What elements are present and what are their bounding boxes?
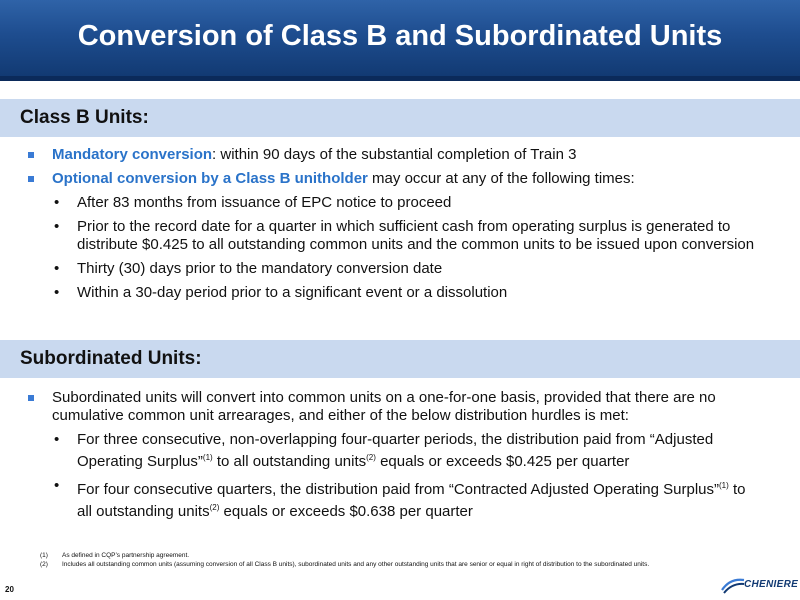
page-number: 20 [5, 585, 14, 594]
class-b-section-header [0, 99, 800, 137]
footnotes [40, 551, 740, 569]
cheniere-logo [720, 576, 798, 596]
subordinated-section-header [0, 340, 800, 378]
list-item-text: : within 90 days of the substantial completion of Train 3 [212, 146, 577, 163]
list-item [0, 389, 800, 425]
footnote-number: (2) [40, 561, 48, 568]
sub-list-item [0, 431, 800, 471]
list-item-text: may occur at any of the following times: [367, 170, 635, 187]
sub-list-item-text: For four consecutive quarters, the distribution paid from “Contracted Adjusted Operating Surplus” [77, 481, 719, 498]
bullet-dot-icon: • [54, 194, 60, 211]
logo-wordmark: CHENIERE [744, 579, 799, 590]
footnote-2 [40, 560, 740, 569]
sub-list-item-text: to all outstanding units [212, 453, 367, 470]
footnote-ref: (1) [719, 481, 729, 490]
sub-list-item [0, 477, 800, 521]
bullet-dot-icon: • [54, 284, 60, 301]
sub-list-item [0, 218, 800, 254]
sub-list-item-text: equals or exceeds $0.638 per quarter [219, 503, 473, 520]
optional-conversion-label: Optional conversion by a Class B unitholder [52, 170, 368, 187]
title-bar [0, 0, 800, 76]
sub-list-item [0, 284, 800, 302]
sub-list-item-text: Thirty (30) days prior to the mandatory conversion date [77, 260, 443, 277]
sub-list-item-text: For three consecutive, non-overlapping four-quarter periods, the distribution paid from “Adjusted Operating Surplus” [77, 431, 714, 470]
square-bullet-icon [28, 152, 34, 158]
footnote-number: (1) [40, 552, 48, 559]
footnote-ref: (1) [202, 453, 213, 462]
bullet-dot-icon: • [54, 431, 60, 448]
subordinated-list [0, 389, 800, 521]
sub-list-item [0, 260, 800, 278]
footnote-text: Includes all outstanding common units (assuming conversion of all Class B units), subordinated units and any other outstanding units that are senior or equal in right of distribution to the subordinated units. [62, 561, 650, 568]
bullet-dot-icon: • [54, 260, 60, 277]
footnote-ref: (2) [366, 453, 376, 462]
bullet-dot-icon: • [54, 477, 60, 494]
title-divider [0, 76, 800, 81]
cheniere-swoosh-icon [720, 576, 746, 596]
bullet-dot-icon: • [54, 218, 60, 235]
footnote-ref: (2) [209, 503, 220, 512]
class-b-list [0, 146, 800, 302]
list-item [0, 170, 800, 188]
footnote-1 [40, 551, 740, 560]
sub-list-item-text: to all outstanding units [77, 481, 746, 520]
mandatory-conversion-label: Mandatory conversion [52, 146, 213, 163]
list-item-text: Subordinated units will convert into common units on a one-for-one basis, provided that there are no cumulative common unit arrearages, and either of the below distribution hurdles is met: [52, 389, 716, 424]
class-b-heading: Class B Units: [20, 107, 149, 128]
sub-list-item [0, 194, 800, 212]
sub-list-item-text: Within a 30-day period prior to a significant event or a dissolution [77, 284, 508, 301]
slide-title: Conversion of Class B and Subordinated Units [77, 20, 723, 52]
sub-list-item-text: After 83 months from issuance of EPC notice to proceed [77, 194, 452, 211]
square-bullet-icon [28, 176, 34, 182]
subordinated-heading: Subordinated Units: [20, 348, 202, 369]
sub-list-item-text: Prior to the record date for a quarter in which sufficient cash from operating surplus is generated to distribute $0.425 to all outstanding common units and the common units to be issued upon conversion [77, 218, 755, 253]
list-item [0, 146, 800, 164]
footnote-text: As defined in CQP’s partnership agreement. [62, 552, 190, 559]
square-bullet-icon [28, 395, 34, 401]
sub-list-item-text: equals or exceeds $0.425 per quarter [375, 453, 630, 470]
